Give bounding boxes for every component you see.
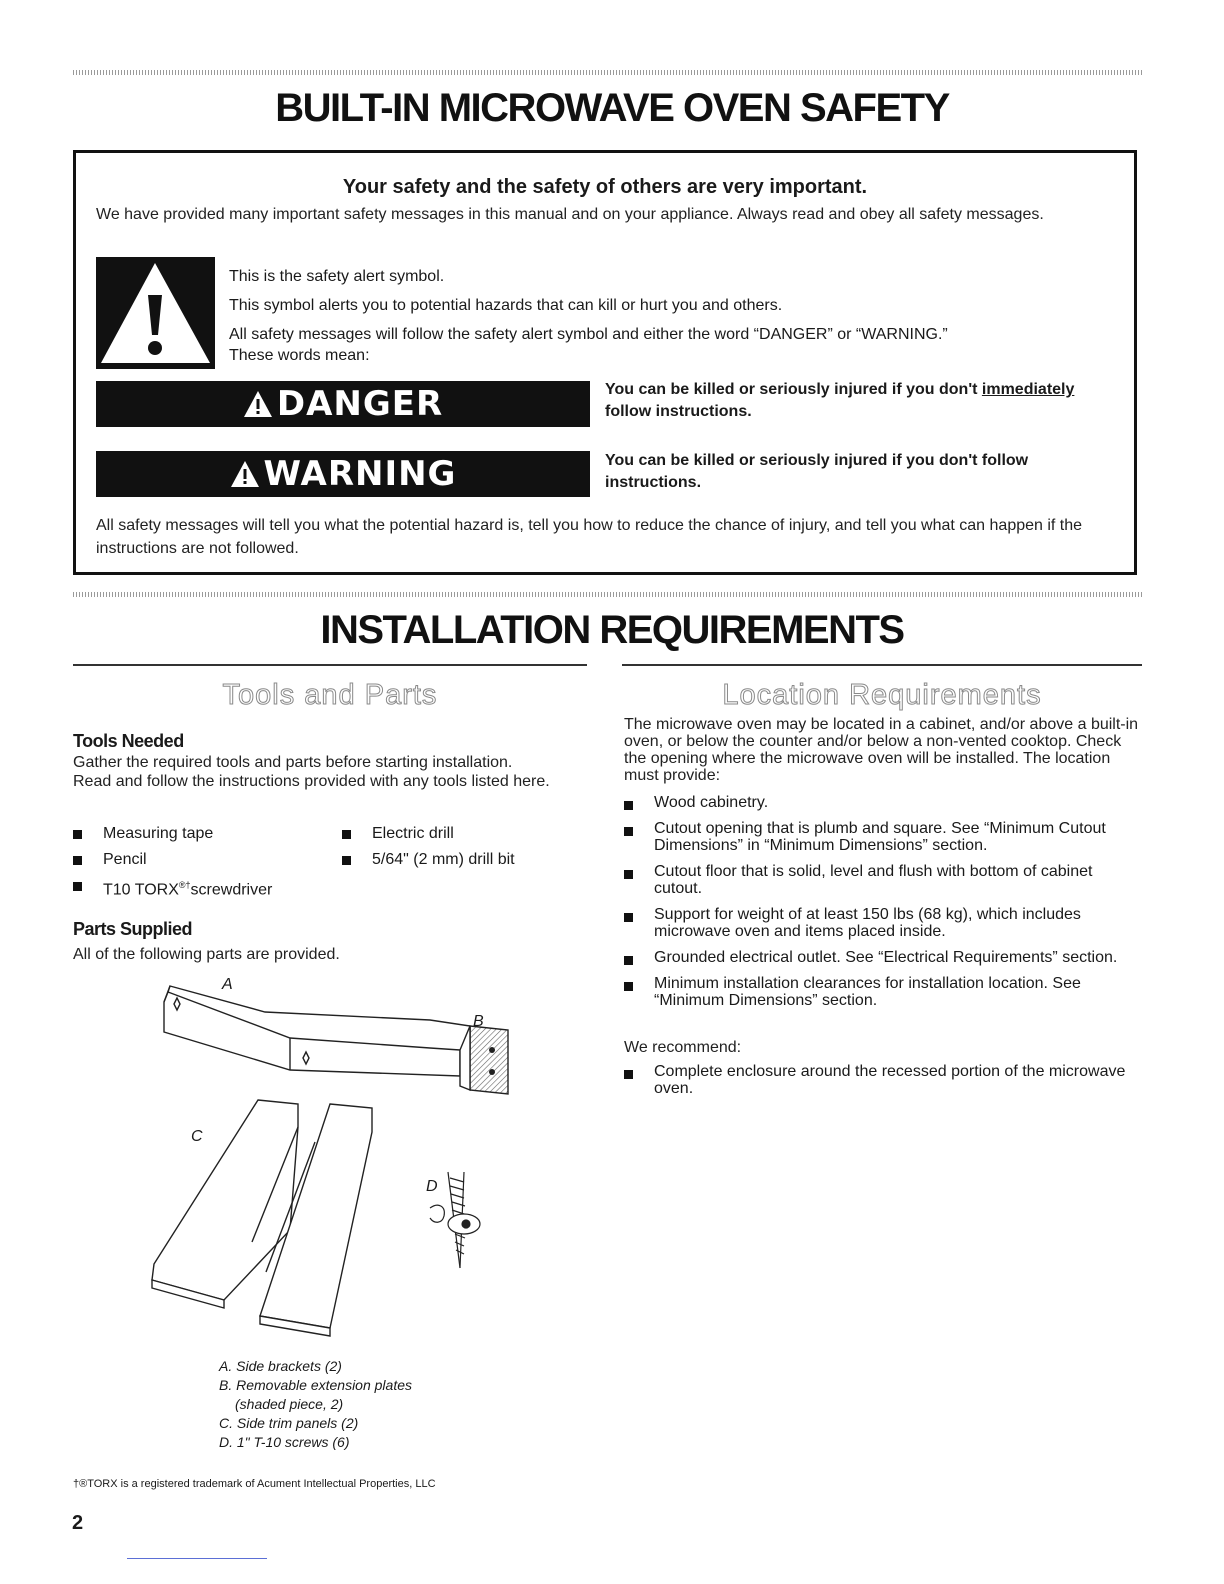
danger-text-suffix: follow instructions. — [605, 403, 752, 420]
warning-banner — [96, 451, 590, 497]
middle-pattern-rule — [73, 592, 1143, 597]
location-item-text: Support for weight of at least 150 lbs (68 kg), which includes microwave oven and items placed inside. — [654, 906, 1081, 940]
figure-label-d: D — [426, 1178, 438, 1195]
tool-item-label: Measuring tape — [103, 825, 214, 842]
parts-illustration — [140, 972, 520, 1352]
installation-title: INSTALLATION REQUIREMENTS — [320, 608, 904, 652]
tool-item-label: 5/64" (2 mm) drill bit — [372, 851, 515, 868]
recommend-item-text: Complete enclosure around the recessed portion of the microwave oven. — [654, 1063, 1126, 1097]
side-bracket-part — [164, 986, 470, 1076]
danger-text-emphasis: immediately — [981, 381, 1075, 398]
warning-text: You can be killed or seriously injured if you don't follow instructions. — [605, 452, 1029, 491]
tools-list-col1 — [73, 823, 333, 900]
tool-item — [342, 823, 582, 844]
parts-supplied-text: All of the following parts are provided. — [73, 946, 340, 963]
safety-title: BUILT-IN MICROWAVE OVEN SAFETY — [275, 86, 949, 130]
caption-line: C. Side trim panels (2) — [219, 1415, 359, 1431]
danger-text-prefix: You can be killed or seriously injured if you don't — [605, 381, 982, 398]
alert-explanation — [229, 262, 948, 370]
torx-superscript: ®† — [178, 880, 191, 890]
location-item — [624, 863, 1144, 897]
caption-line: (shaded piece, 2) — [235, 1396, 344, 1412]
recommend-item — [624, 1063, 1144, 1097]
figure-label-a: A — [222, 976, 233, 993]
location-item-text: Minimum installation clearances for installation location. See “Minimum Dimensions” section. — [654, 975, 1081, 1009]
tools-needed-text: Gather the required tools and parts before starting installation. Read and follow the instructions provided with any tools listed here. — [73, 754, 550, 790]
alert-line-2: This symbol alerts you to potential hazards that can kill or hurt you and others. — [229, 297, 783, 314]
location-item — [624, 820, 1144, 854]
tool-item — [342, 849, 582, 870]
left-column-rule — [73, 664, 587, 666]
page-number: 2 — [72, 1512, 84, 1534]
safety-alert-symbol — [96, 257, 215, 369]
warning-triangle-icon — [243, 390, 273, 418]
caption-line: B. Removable extension plates — [219, 1377, 412, 1393]
trademark-footnote: †®TORX is a registered trademark of Acument Intellectual Properties, LLC — [73, 1478, 436, 1490]
caption-line: D. 1" T-10 screws (6) — [219, 1434, 350, 1450]
danger-text — [605, 379, 1135, 423]
danger-banner — [96, 381, 590, 427]
warning-label: WARNING — [263, 454, 457, 494]
location-item-text: Grounded electrical outlet. See “Electrical Requirements” section. — [654, 949, 1118, 966]
top-pattern-rule — [73, 70, 1143, 75]
location-requirements-heading: Location Requirements — [722, 679, 1042, 711]
alert-triangle-icon — [96, 257, 215, 369]
tool-item — [73, 875, 333, 900]
alert-line-1: This is the safety alert symbol. — [229, 268, 445, 285]
tools-and-parts-heading: Tools and Parts — [222, 679, 438, 711]
figure-caption — [219, 1357, 412, 1452]
tool-item-label: T10 TORX — [103, 881, 179, 899]
alert-line-3: All safety messages will follow the safety alert symbol and either the word “DANGER” or “WARNING.” — [229, 326, 948, 343]
side-trim-panels-part — [152, 1100, 372, 1336]
safety-intro: We have provided many important safety messages in this manual and on your appliance. Always read and obey all safety messages. — [96, 206, 1044, 223]
tool-item-label: Electric drill — [372, 825, 454, 842]
recommend-list — [624, 1063, 1144, 1097]
figure-label-b: B — [473, 1013, 484, 1030]
alert-line-4: These words mean: — [229, 347, 370, 364]
tool-item-label: Pencil — [103, 851, 147, 868]
safety-box-heading: Your safety and the safety of others are very important. — [342, 176, 868, 198]
danger-label: DANGER — [276, 384, 444, 424]
tool-item — [73, 849, 333, 870]
figure-label-c: C — [191, 1128, 203, 1145]
footer-link-rule — [127, 1558, 267, 1559]
location-item-text: Wood cabinetry. — [654, 794, 769, 811]
tools-needed-heading: Tools Needed — [73, 731, 184, 751]
tool-item-suffix: screwdriver — [190, 881, 273, 899]
location-item — [624, 975, 1144, 1009]
tools-list-col2 — [342, 823, 582, 870]
right-column-rule — [622, 664, 1142, 666]
safety-closing: All safety messages will tell you what the potential hazard is, tell you how to reduce the chance of injury, and tell you what can happen if the instructions are not followed. — [96, 517, 1083, 557]
location-item-text: Cutout floor that is solid, level and flush with bottom of cabinet cutout. — [654, 863, 1093, 897]
warning-triangle-icon — [230, 460, 260, 488]
parts-supplied-heading: Parts Supplied — [73, 919, 193, 939]
recommend-label: We recommend: — [624, 1039, 742, 1056]
extension-plate-part — [460, 1026, 508, 1094]
location-item-text: Cutout opening that is plumb and square. See “Minimum Cutout Dimensions” in “Minimum Dimensions” section. — [654, 820, 1106, 854]
tool-item — [73, 823, 333, 844]
location-item — [624, 949, 1144, 966]
location-requirements-list — [624, 794, 1144, 1009]
location-item — [624, 906, 1144, 940]
location-intro: The microwave oven may be located in a cabinet, and/or above a built-in oven, or below the counter and/or below a non-vented cooktop. Check the opening where the microwave oven will be installed. The location must provide: — [624, 716, 1139, 784]
caption-line: A. Side brackets (2) — [219, 1358, 342, 1374]
location-item — [624, 794, 1144, 811]
